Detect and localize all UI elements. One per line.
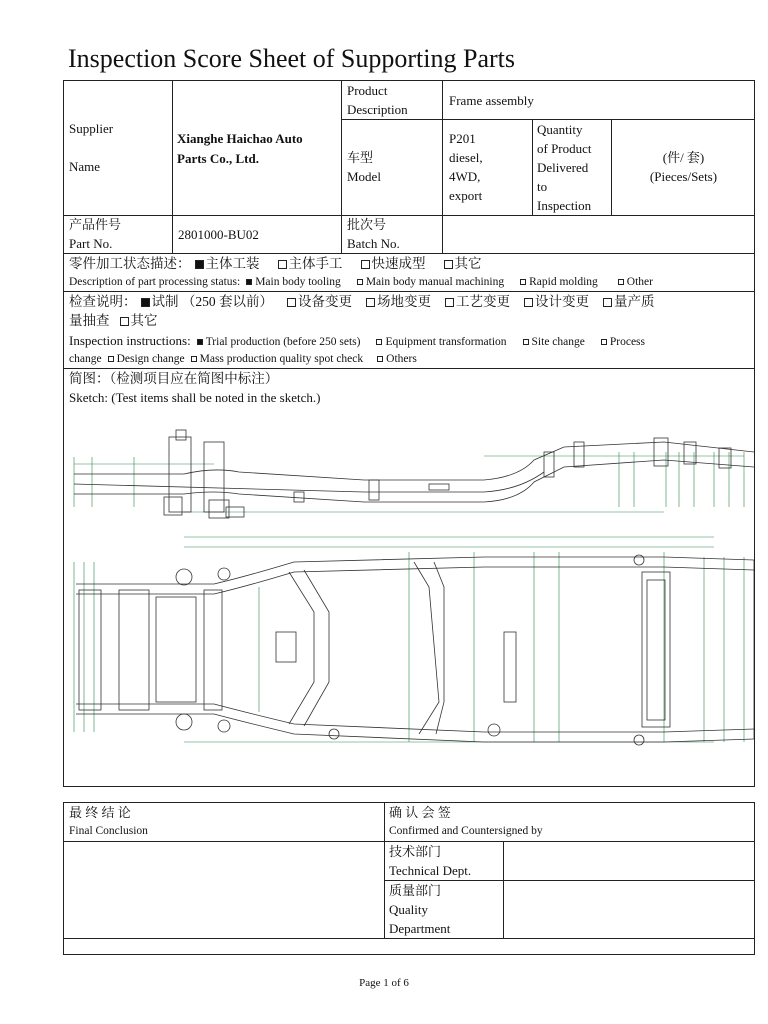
page-title: Inspection Score Sheet of Supporting Parts bbox=[68, 44, 515, 73]
checkbox[interactable] bbox=[377, 356, 383, 362]
quantity-unit: (件/ 套) (Pieces/Sets) bbox=[649, 150, 718, 184]
model-label: 车型 Model bbox=[347, 150, 381, 184]
product-description-label: Product Description bbox=[347, 83, 408, 117]
technical-dept-signature-field[interactable] bbox=[504, 842, 754, 880]
quality-dept-label: 质量部门 Quality Department bbox=[389, 883, 451, 936]
checkbox-checked[interactable] bbox=[195, 260, 204, 269]
checkbox[interactable] bbox=[357, 279, 363, 285]
sketch-label-cn: 简图：（检测项目应在简图中标注） bbox=[69, 371, 279, 386]
quantity-label: Quantity of Product Delivered to Inspection bbox=[537, 122, 592, 213]
inspection-en-line2: change Design change Mass production quality spot check Others bbox=[69, 353, 417, 365]
checkbox[interactable] bbox=[603, 298, 612, 307]
supplier-label: Supplier bbox=[69, 121, 114, 136]
page-number: Page 1 of 6 bbox=[359, 977, 409, 989]
checkbox[interactable] bbox=[601, 339, 607, 345]
checkbox[interactable] bbox=[376, 339, 382, 345]
checkbox-checked[interactable] bbox=[197, 339, 203, 345]
side-view bbox=[74, 430, 754, 518]
processing-status-en: Description of part processing status: Main body tooling Main body manual machining Rapid molding Other bbox=[69, 276, 653, 288]
checkbox-checked[interactable] bbox=[141, 298, 150, 307]
checkbox[interactable] bbox=[120, 317, 129, 326]
supplier-value: Xianghe Haichao Auto Parts Co., Ltd. bbox=[177, 131, 303, 166]
technical-dept-label: 技术部门 Technical Dept. bbox=[389, 844, 472, 878]
checkbox[interactable] bbox=[523, 339, 529, 345]
checkbox[interactable] bbox=[618, 279, 624, 285]
part-no-label: 产品件号 Part No. bbox=[69, 217, 122, 251]
checkbox[interactable] bbox=[520, 279, 526, 285]
part-no-value: 2801000-BU02 bbox=[178, 227, 259, 242]
checkbox[interactable] bbox=[287, 298, 296, 307]
checkbox[interactable] bbox=[524, 298, 533, 307]
confirmed-label: 确 认 会 签 Confirmed and Countersigned by bbox=[389, 805, 543, 837]
inspection-cn-line1: 检查说明： 试制 （250 套以前） 设备变更 场地变更 工艺变更 设计变更 量产质 bbox=[69, 294, 655, 309]
checkbox[interactable] bbox=[444, 260, 453, 269]
quality-dept-signature-field[interactable] bbox=[504, 881, 754, 937]
processing-status-cn: 零件加工状态描述： 主体工装 主体手工 快速成型 其它 bbox=[69, 256, 482, 271]
inspection-en-line1: Inspection instructions: Trial production (before 250 sets) Equipment transformation Site change Process bbox=[69, 333, 645, 348]
batch-no-value[interactable] bbox=[449, 225, 749, 244]
checkbox[interactable] bbox=[191, 356, 197, 362]
inspection-cn-line2: 量抽查 其它 bbox=[69, 313, 158, 328]
checkbox[interactable] bbox=[361, 260, 370, 269]
sketch-label-en: Sketch: (Test items shall be noted in the sketch.) bbox=[69, 390, 321, 405]
checkbox[interactable] bbox=[108, 356, 114, 362]
product-description-value: Frame assembly bbox=[449, 93, 534, 108]
checkbox[interactable] bbox=[366, 298, 375, 307]
frame-assembly-sketch bbox=[64, 412, 754, 782]
supplier-label-name: Name bbox=[69, 159, 101, 174]
final-conclusion-label: 最 终 结 论 Final Conclusion bbox=[69, 805, 148, 837]
model-value: P201 diesel, 4WD, export bbox=[449, 131, 483, 203]
checkbox-checked[interactable] bbox=[246, 279, 252, 285]
checkbox[interactable] bbox=[445, 298, 454, 307]
checkbox[interactable] bbox=[278, 260, 287, 269]
final-conclusion-field[interactable] bbox=[64, 842, 383, 937]
top-view bbox=[74, 537, 754, 745]
batch-no-label: 批次号 Batch No. bbox=[347, 217, 400, 251]
